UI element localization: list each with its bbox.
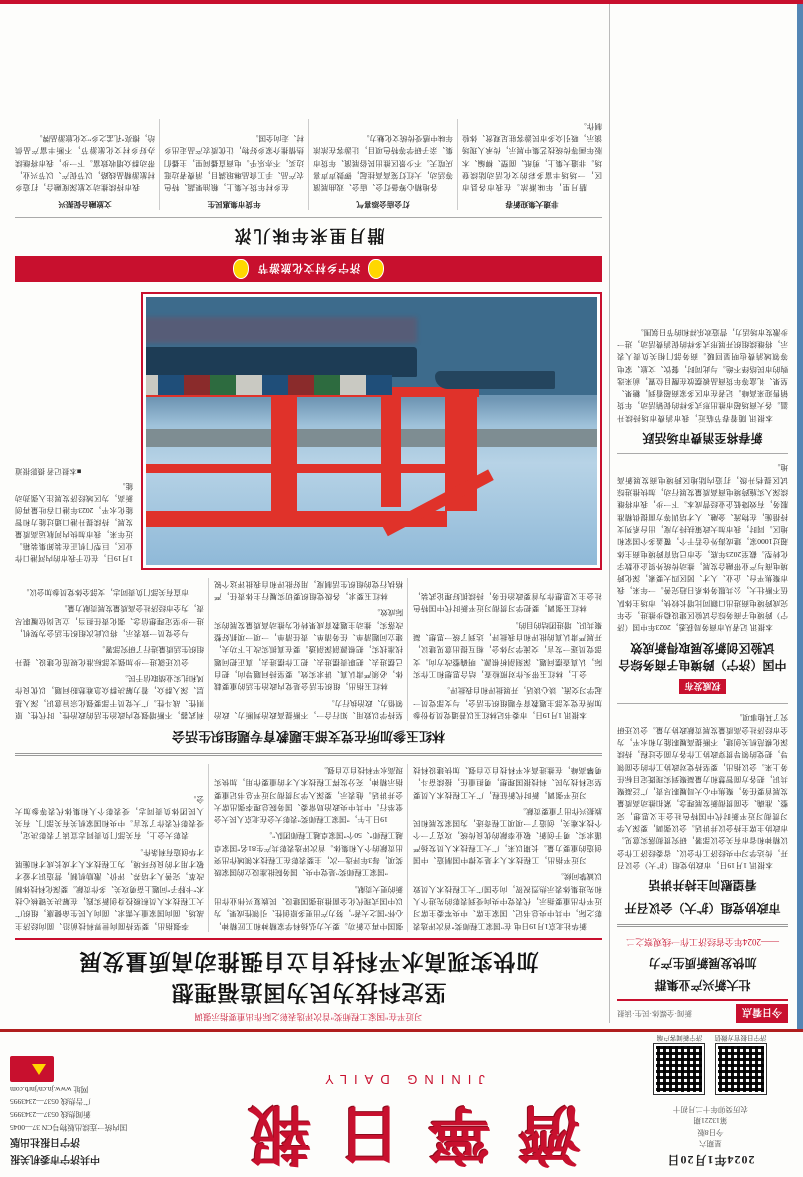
left-item1-title-2[interactable]: 加快发展新质生产力 xyxy=(648,955,757,970)
lead-paragraph: 新华社北京1月19日电 在"国家工程师奖"首次评选表彰之际，中共中央总书记、国家主席、中央军委主席习近平作出重要指示，代表党中央向受到表彰的先进个人和先进集体表示热烈祝贺，向全国广大工程技术人员致以诚挚问候。 xyxy=(413,872,602,931)
festival-item-body: 在乡村年货大集上，粮油果蔬、特色农产品、手工食品琳琅满目，消费者边逛边买，不亦乐乎。电商直播间里，主播们热情推介家乡好物，让优质农产品走出乡村、走向全国。 xyxy=(164,134,304,193)
festival-body xyxy=(15,119,602,209)
left-item3-paragraph: 本报讯 记者从市商务局获悉，2023年中国（济宁）跨境电子商务综合试验区建设稳步推进，全年完成跨境电商进出口额同比增长较快，市场主体队伍不断壮大，公共服务体系日趋完善。一年来，我市聚焦平台、企业、人才、园区四大要素，深化跨境电商与产业带融合发展，推动传统外贸企业数字化转型。截至2023年底，全市已培育跨境电商主体超过1000家，建成海外仓若干个，覆盖多个国家和地区。同时，我市加大政策扶持力度，出台系列支持措施，在物流、金融、人才培训等方面提供精准服务，有效降低企业经营成本。下一步，我市将继续深入实施跨境电商高质量发展行动，加快推进综试区提档升级，打造内陆地区跨境电商发展新高地。 xyxy=(617,463,788,633)
qr-code-wechat[interactable] xyxy=(717,1044,767,1094)
left-column xyxy=(609,4,795,1023)
lead-story-body xyxy=(15,764,602,932)
today-highlights-note: 新闻·全媒体·民生·读报 xyxy=(617,1009,692,1018)
divider-4 xyxy=(15,753,602,756)
main-column xyxy=(8,4,609,1023)
lead-story-title[interactable] xyxy=(15,946,602,1008)
secondary-paragraph: 与会党员一致表示，将以此次组织生活会为契机，进一步坚定理想信念、强化责任担当，立足岗位履职尽责，为全市经济社会高质量发展贡献力量。 xyxy=(15,604,204,639)
masthead-logo xyxy=(180,1072,623,1173)
festival-item-title: 灯会庙会添喜气 xyxy=(356,199,410,209)
newspaper-title-cn: 濟寧日報 xyxy=(221,1098,582,1169)
lead-paragraph: 表彰大会上，有关部门负责同志宣读了表彰决定，受表彰代表作了发言。中央和国家机关有关部门、有关人民团体负责同志，受表彰个人和集体代表等参加大会。 xyxy=(15,794,204,841)
lantern-icon xyxy=(368,259,384,279)
issue-number: 第13221期 xyxy=(693,1116,728,1126)
lead-paragraph: "国家工程师奖"是党中央、国务院批准设立的国家级奖项，每3年评选一次，主要表彰在工程技术领域作出突出贡献的个人和集体。首次评选表彰共产生81名"国家卓越工程师"、50个"国家卓越工程师团队"。 xyxy=(214,831,403,878)
lead-divider xyxy=(15,938,602,940)
secondary-paragraph: 市直有关部门负责同志，支部全体党员参加会议。 xyxy=(21,588,189,598)
divider-2 xyxy=(617,703,788,704)
left-item1-kicker: ——2024年全省经济工作一线观察之二 xyxy=(626,937,780,948)
page-body xyxy=(0,4,803,1029)
left-item3-title[interactable]: 中国（济宁）跨境电子商务综合试验区创新发展取得新成效 xyxy=(618,640,787,673)
lead-story-title-line2: 加快实现高水平科技自立自强推动高质量发展 xyxy=(78,948,539,974)
left-item3-body xyxy=(617,461,788,633)
lead-paragraph: 习近平强调，新时代新征程，广大工程技术人员要坚定科技为民、科技报国理想，勇担重任，接续奋斗，勇攀高峰，在推进高水平科技自立自强、加快建设科技强国中再立新功。要大力弘扬科学家精神和工匠精神，心怀"国之大者"，努力产出更多原创性、引领性成果，为以中国式现代化全面推进强国建设、民族复兴伟业作出新的更大贡献。 xyxy=(214,765,602,931)
secondary-paragraph: 林红玉强调，要把学习贯彻习近平新时代中国特色社会主义思想作为首要政治任务，持续抓好理论武装，坚持学以致用、知行合一，不断提高政治判断力、政治领悟力、政治执行力。 xyxy=(214,592,602,720)
news-hotline: 新闻热线 0537—2343995 xyxy=(10,1110,91,1120)
left-item2-body xyxy=(617,711,788,871)
lunar-date: 农历癸卯年十二月初十 xyxy=(673,1105,748,1115)
festival-item-body: 我市持续推动文旅深度融合，打造乡村旅游精品线路，以节促产、以节兴业，带动群众增收致富。下一步，我市将继续办好乡村文化旅游节，不断丰富产品供给，擦亮"孔孟之乡"文化旅游品牌。 xyxy=(15,134,155,193)
secondary-paragraph: 会议还就进一步加强支部标准化规范化建设、提升组织生活质量进行了研究部署。 xyxy=(15,645,204,667)
newspaper-title-en: JINING DAILY xyxy=(318,1072,485,1087)
left-item4-body xyxy=(617,325,788,423)
issue-pages: 今日8版 xyxy=(697,1127,724,1137)
secondary-paragraph: 本报讯 1月19日，市委书记林红玉以普通党员身份参加所在党支部主题教育专题组织生活会，与支部党员一起学习交流、谈心谈话，开展批评和自我批评。 xyxy=(413,686,602,720)
photo-caption: 1月19日，在位于我市的内河港口作业区，巨型门机正在装卸集装箱。近年来，我市加快内河航运高质量发展，持续提升港口通过能力和智能化水平，2023年港口吞吐量再创新高，为区域经济发展注入强劲动能。 xyxy=(15,481,133,563)
lead-story-kicker: 习近平在"国家工程师奖"首次评选表彰之际作出重要指示强调 xyxy=(194,1012,423,1022)
secondary-story-title[interactable]: 林红玉参加所在党支部主题教育专题组织生活会 xyxy=(172,728,446,744)
festival-item-body: 腊月里，年味渐浓。在我市各县市区，一场场丰富多彩的文化活动陆续登场。非遗大集上，剪纸、面塑、柳编、木版年画等传统技艺集中展示，传承人现场演示，吸引众多市民游客驻足观赏、体验制作。 xyxy=(462,121,602,193)
divider-3 xyxy=(617,453,788,454)
masthead xyxy=(0,1029,803,1177)
left-item1-title-1[interactable]: 壮大新兴产业集群 xyxy=(654,978,751,992)
party-flag-icon xyxy=(10,1056,54,1082)
divider-5 xyxy=(15,217,602,218)
left-item4-paragraph: 本报讯 随着春节临近，我市消费市场持续升温。各大商场超市推出形式多样的促销活动，年货销售迎来高峰。记者在市区多家商超看到，糖果、坚果、礼盒等年货商品被摆放在醒目位置，前来选购的市民络绎不绝。与此同时，餐饮、文旅、家电等领域消费也明显回暖。商务部门相关负责人表示，将继续组织开展形式多样的促消费活动，进一步激发市场活力，营造欢乐祥和的节日氛围。 xyxy=(617,327,788,423)
issue-weekday: 星期六 xyxy=(699,1139,722,1148)
lead-story-title-line1: 坚定科技为民为国造福理想 xyxy=(170,980,447,1005)
qr-label-wechat: 济宁日报官方微信 xyxy=(714,1034,767,1041)
left-item2-title-2[interactable]: 看望慰问主持并讲话 xyxy=(648,878,757,893)
masthead-right-block xyxy=(10,1056,185,1167)
publisher-name: 济宁日报社出版 xyxy=(10,1136,80,1147)
left-item4-title[interactable]: 新春将至消费市场活跃 xyxy=(642,431,763,446)
ad-hotline: 广告热线 0537—2343995 xyxy=(10,1097,91,1107)
festival-item-title: 非遗大集迎新春 xyxy=(505,199,559,209)
secondary-paragraph: 林红玉指出，组织生活会是党内政治生活的重要载体，必须严肃认真、讲求实效。要坚持问题导向，把自己摆进去、把职责摆进去、把工作摆进去，真正把问题找准找实，把根源剖深剖透。要在真抓实改上下功夫，建立问题清单、任务清单、责任清单，一项一项抓好整改落实，推动主题教育成果转化为推动高质量发展的实际成效。 xyxy=(214,608,403,692)
qr-code-row xyxy=(628,1032,793,1094)
today-highlights-tag: 今日看点 xyxy=(736,1004,788,1023)
page-edge-strip xyxy=(797,0,803,1029)
lead-paragraph: 19日上午，"国家工程师奖"表彰大会在北京人民大会堂举行。中共中央政治局常委、国务院总理李强出席大会并讲话。他表示，要深入学习贯彻习近平总书记重要指示精神，充分发挥工程技术人才的重要作用，加快实现高水平科技自立自强。 xyxy=(214,765,403,825)
left-item2-paragraph: 本报讯 1月19日，市政协党组（扩大）会议召开，传达学习中央经济工作会议、省委经济工作会议精神和省市有关会议部署，研究贯彻落实意见。市政协主席主持会议并讲话。会议强调，要深入学习贯彻习近平新时代中国特色社会主义思想，完整、准确、全面贯彻新发展理念，紧扣推动高质量发展首要任务，聚焦中心大局履职尽责，广泛凝聚共识，把各方面智慧和力量凝聚到实现既定目标任务上来。会议指出，要坚持党对政协工作的全面领导，把党的领导贯穿政协工作各方面全过程，持续深化模范机关创建，不断提高履职能力和水平，为全市经济社会高质量发展贡献政协力量。会议还研究了其他事项。 xyxy=(617,713,788,870)
secondary-paragraph: 会上，林红玉带头作对照检查，结合思想和工作实际，认真查摆问题、深刻剖析根源、明确整改方向。支部党员逐一发言，交流学习体会，相互提出意见建议，开展严肃认真的批评和自我批评，达到了统一思想、凝聚共识、增进团结的目的。 xyxy=(413,620,602,679)
photo-credit: ■本报记者 摄影报道 xyxy=(15,466,82,476)
festival-banner-text: 济宁乡村文化旅游节 xyxy=(256,262,361,274)
lead-paragraph: 习近平指出，工程技术人才是支撑中国制造、中国创造的重要力量。长期以来，广大工程技术人员发扬严谨求实、勇于创新、敬业奉献的优良传统，攻克了一个个技术难关，创造了一项项工程奇迹，为国家发展和民族振兴作出了重要贡献。 xyxy=(413,806,602,866)
photo-frame xyxy=(141,292,602,570)
publication-code: 国内统一连续出版物号CN 37—0045 xyxy=(10,1123,128,1132)
lantern-icon xyxy=(233,259,249,279)
festival-item-title: 文旅融合促振兴 xyxy=(58,199,112,209)
publisher-org: 中共济宁市委机关报 xyxy=(10,1153,100,1164)
secondary-story-body xyxy=(15,578,602,721)
festival-item-title: 年货市集惠民生 xyxy=(207,199,261,209)
authority-badge: 权威发布 xyxy=(680,679,726,694)
festival-title[interactable]: 腊月里来年味儿浓 xyxy=(232,225,385,245)
left-item2-title-1[interactable]: 市政协党组（扩大）会议召开 xyxy=(624,900,781,915)
issue-date: 2024年1月20日 xyxy=(666,1153,755,1167)
port-photo xyxy=(146,297,597,565)
lead-paragraph: 李强指出，要坚持面向世界科技前沿、面向经济主战场、面向国家重大需求、面向人民生命健康，组织广大工程技术人员积极投身创新实践，在解决关键核心技术"卡脖子"问题上奋勇攻关、多作贡献。要深化科技体制改革，完善人才培养、评价、激励机制，营造识才爱才敬才用才的良好环境，为工程技术人才成长成才和施展才华创造有利条件。 xyxy=(15,847,204,931)
divider-1 xyxy=(617,924,788,927)
website-url: 网址 www.jn.cn/jnrb.com xyxy=(10,1084,89,1094)
festival-item-body: 各地精心筹备灯会、庙会、戏曲展演等活动，大红灯笼高高挂起，锣鼓声声喜庆喧天。不少景区推出民俗展演、年货市集、亲子研学等特色项目，让游客在浓浓年味中感受传统文化魅力。 xyxy=(313,134,453,193)
today-highlights-header xyxy=(617,999,788,1023)
qr-code-app[interactable] xyxy=(655,1044,705,1094)
footer-strip xyxy=(0,0,803,4)
secondary-paragraph: 林红玉要求，各级党组织要切实履行主体责任，严格执行党的组织生活制度，用好批评和自我批评这个锐利武器，不断增强党内政治生活的政治性、时代性、原则性、战斗性。广大党员干部要强化宗旨意识，深入基层、深入群众，着力解决群众急难愁盼问题，以优良作风和扎实业绩取信于民。 xyxy=(15,579,403,720)
festival-banner xyxy=(15,256,602,282)
qr-label-app: 济宁新闻客户端 xyxy=(656,1034,703,1041)
masthead-left-block xyxy=(628,1032,793,1169)
